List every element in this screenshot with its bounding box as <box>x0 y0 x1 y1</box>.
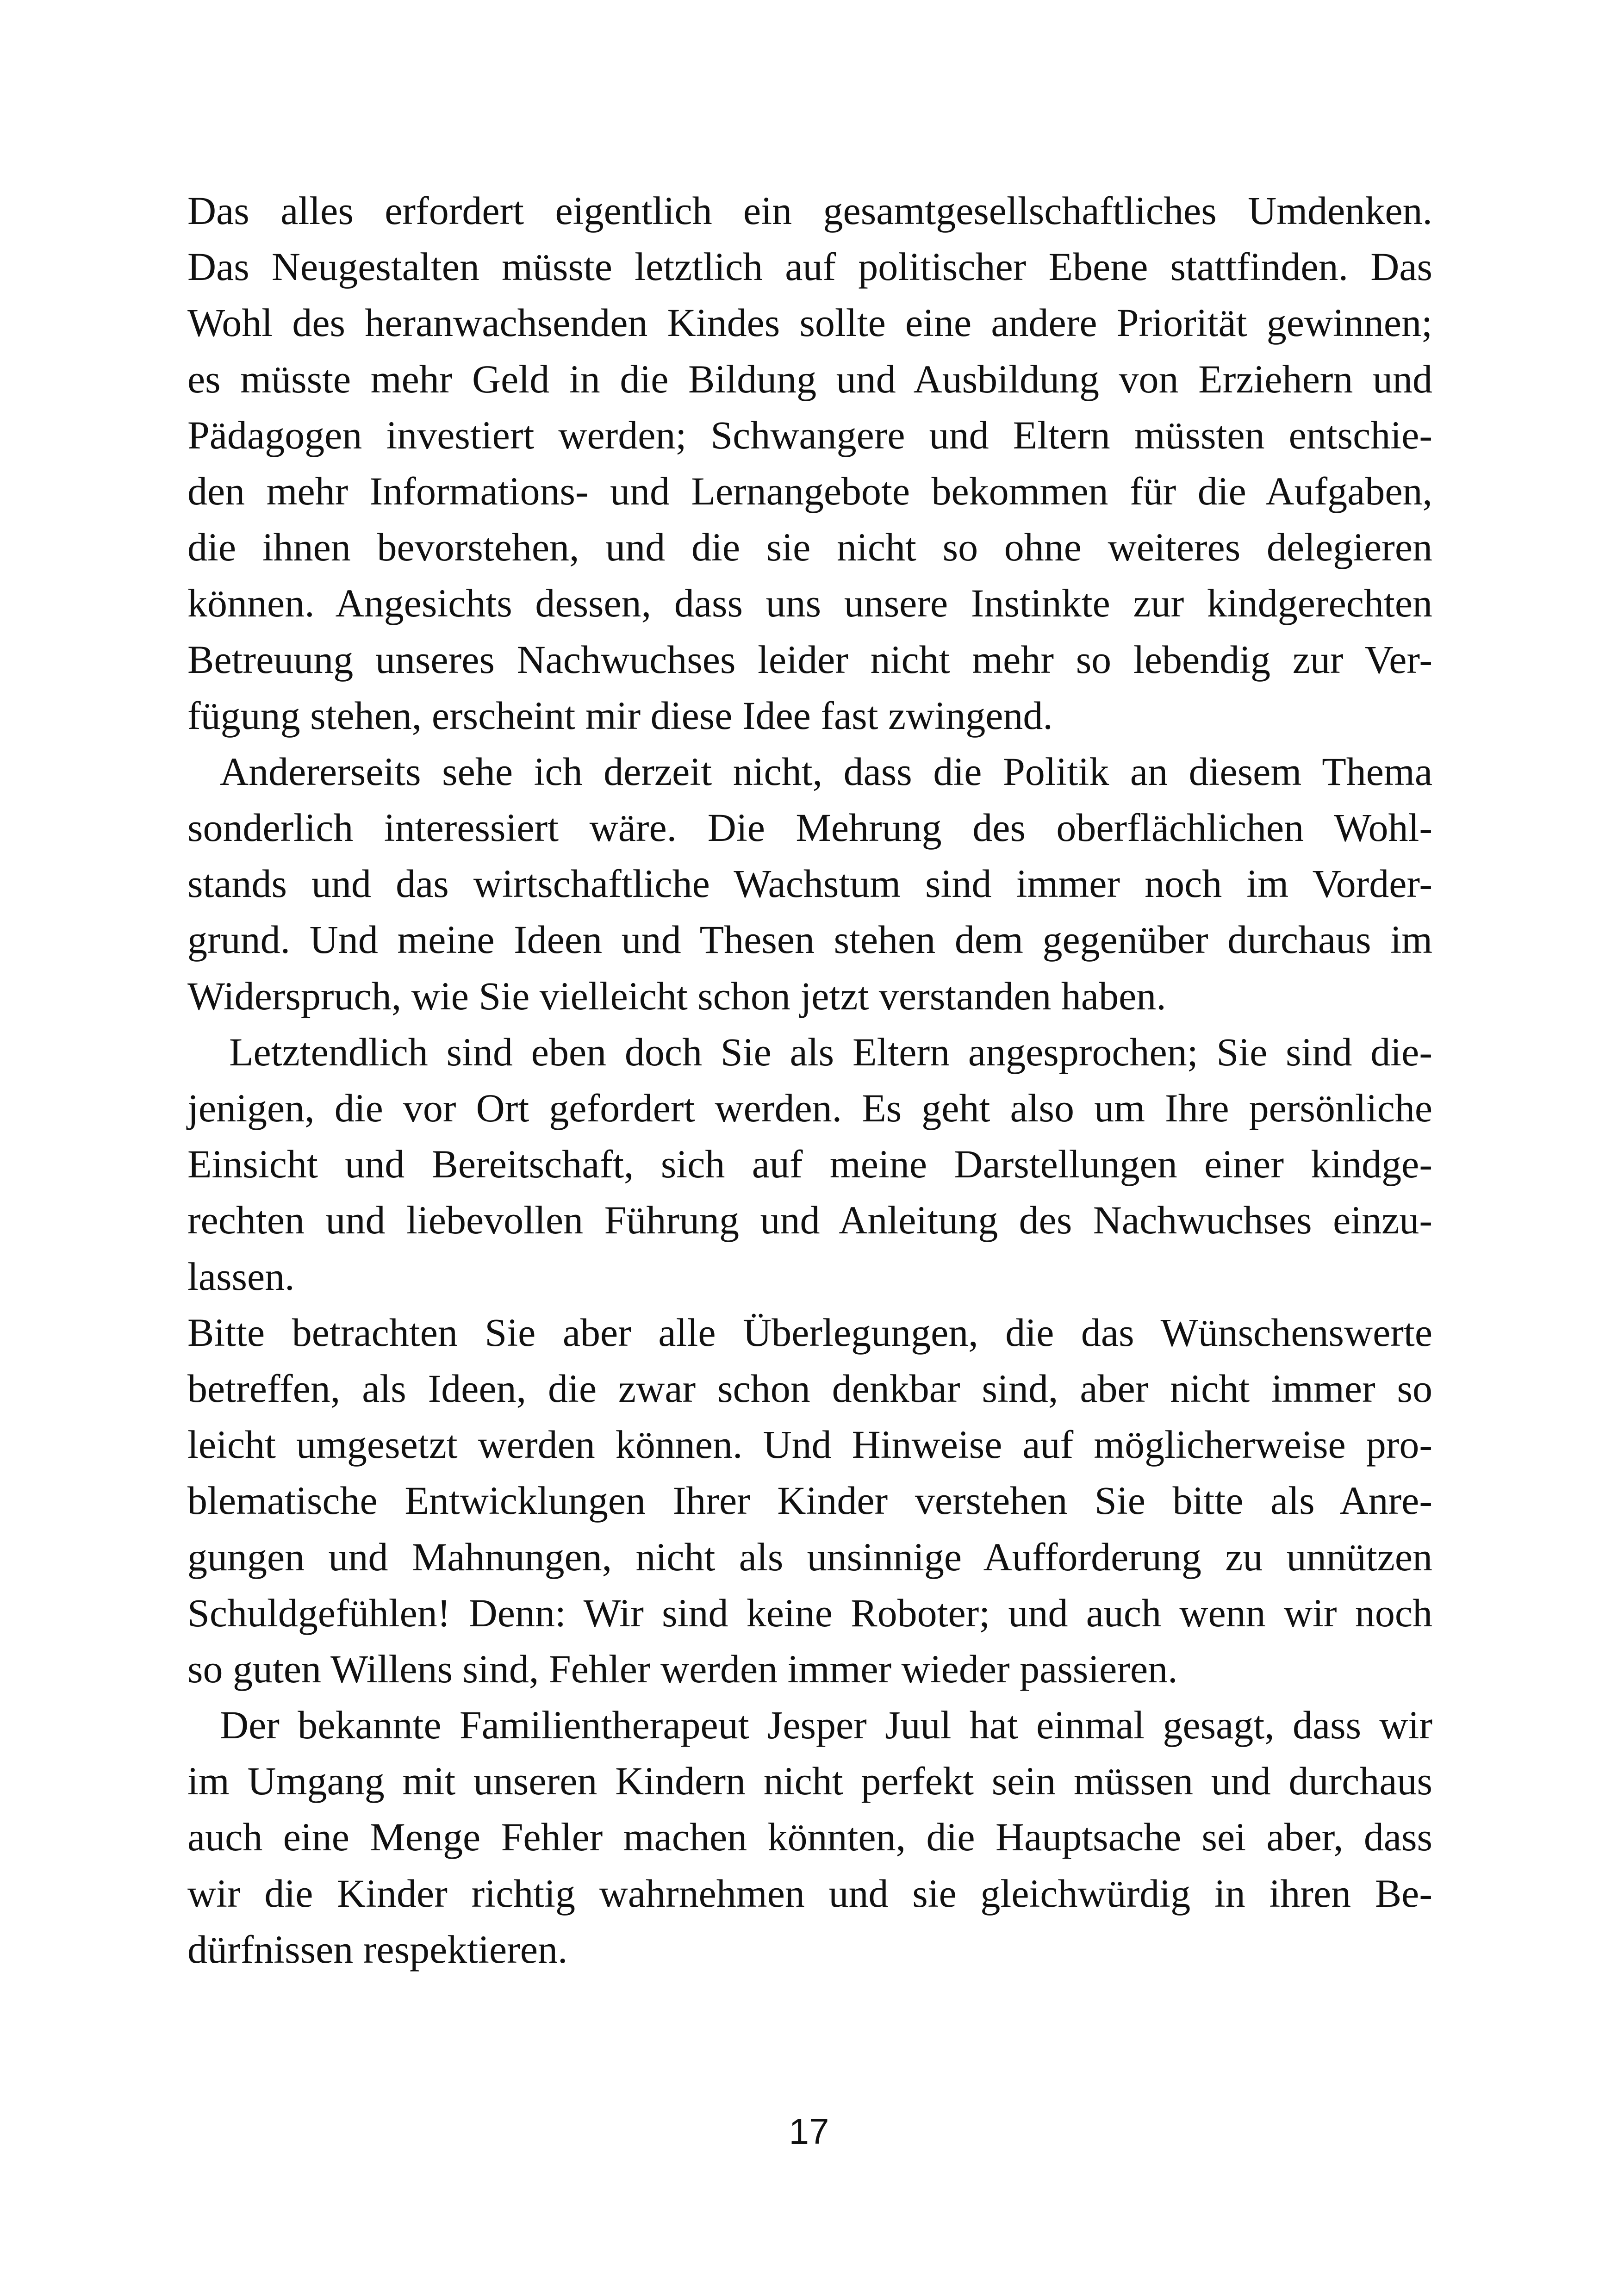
text-line: leicht umgesetzt werden können. Und Hinweise auf möglicherweise pro- <box>187 1422 1432 1467</box>
text-line: grund. Und meine Ideen und Thesen stehen dem gegenüber durchaus im <box>187 917 1432 962</box>
page-number: 17 <box>789 2111 829 2152</box>
text-line: Betreuung unseres Nachwuchses leider nicht mehr so lebendig zur Ver- <box>187 637 1432 682</box>
text-line: Wohl des heranwachsenden Kindes sollte eine andere Priorität gewinnen; <box>187 300 1432 345</box>
text-line: den mehr Informations- und Lernangebote bekommen für die Aufgaben, <box>187 468 1432 513</box>
text-line: gungen und Mahnungen, nicht als unsinnige Aufforderung zu unnützen <box>187 1534 1432 1579</box>
text-line: Letztendlich sind eben doch Sie als Eltern angesprochen; Sie sind die- <box>229 1029 1432 1074</box>
body-text <box>187 183 1432 1978</box>
text-line: Widerspruch, wie Sie vielleicht schon jetzt verstanden haben. <box>187 973 1166 1018</box>
text-line: rechten und liebevollen Führung und Anleitung des Nachwuchses einzu- <box>187 1198 1432 1243</box>
text-line: können. Angesichts dessen, dass uns unsere Instinkte zur kindgerechten <box>187 581 1432 626</box>
text-line: lassen. <box>187 1254 295 1299</box>
text-line: Der bekannte Familientherapeut Jesper Juul hat einmal gesagt, dass wir <box>220 1703 1432 1748</box>
text-line: Das Neugestalten müsste letztlich auf politischer Ebene stattfinden. Das <box>187 244 1432 289</box>
text-line: Pädagogen investiert werden; Schwangere und Eltern müssten entschie- <box>187 412 1432 457</box>
text-line: sonderlich interessiert wäre. Die Mehrung des oberflächlichen Wohl- <box>187 805 1432 850</box>
text-line: Andererseits sehe ich derzeit nicht, dass die Politik an diesem Thema <box>220 749 1432 794</box>
text-line: blematische Entwicklungen Ihrer Kinder verstehen Sie bitte als Anre- <box>187 1478 1432 1523</box>
text-line: Bitte betrachten Sie aber alle Überlegungen, die das Wünschenswerte <box>187 1310 1432 1355</box>
text-line: wir die Kinder richtig wahrnehmen und sie gleichwürdig in ihren Be- <box>187 1871 1432 1916</box>
text-line: es müsste mehr Geld in die Bildung und Ausbildung von Erziehern und <box>187 356 1432 401</box>
text-line: dürfnissen respektieren. <box>187 1927 568 1972</box>
text-line: jenigen, die vor Ort gefordert werden. Es geht also um Ihre persönliche <box>187 1086 1432 1130</box>
text-line: im Umgang mit unseren Kindern nicht perfekt sein müssen und durchaus <box>187 1759 1432 1804</box>
text-line: Das alles erfordert eigentlich ein gesamtgesellschaftliches Umdenken. <box>187 188 1432 233</box>
text-line: Schuldgefühlen! Denn: Wir sind keine Roboter; und auch wenn wir noch <box>187 1590 1432 1635</box>
text-line: die ihnen bevorstehen, und die sie nicht so ohne weiteres delegieren <box>187 525 1432 570</box>
text-line: fügung stehen, erscheint mir diese Idee fast zwingend. <box>187 693 1053 738</box>
text-line: auch eine Menge Fehler machen könnten, die Hauptsache sei aber, dass <box>187 1815 1432 1860</box>
text-line: so guten Willens sind, Fehler werden immer wieder passieren. <box>187 1646 1178 1691</box>
text-line: betreffen, als Ideen, die zwar schon denkbar sind, aber nicht immer so <box>187 1366 1432 1411</box>
text-line: stands und das wirtschaftliche Wachstum sind immer noch im Vorder- <box>187 861 1432 906</box>
text-line: Einsicht und Bereitschaft, sich auf meine Darstellungen einer kindge- <box>187 1142 1432 1187</box>
